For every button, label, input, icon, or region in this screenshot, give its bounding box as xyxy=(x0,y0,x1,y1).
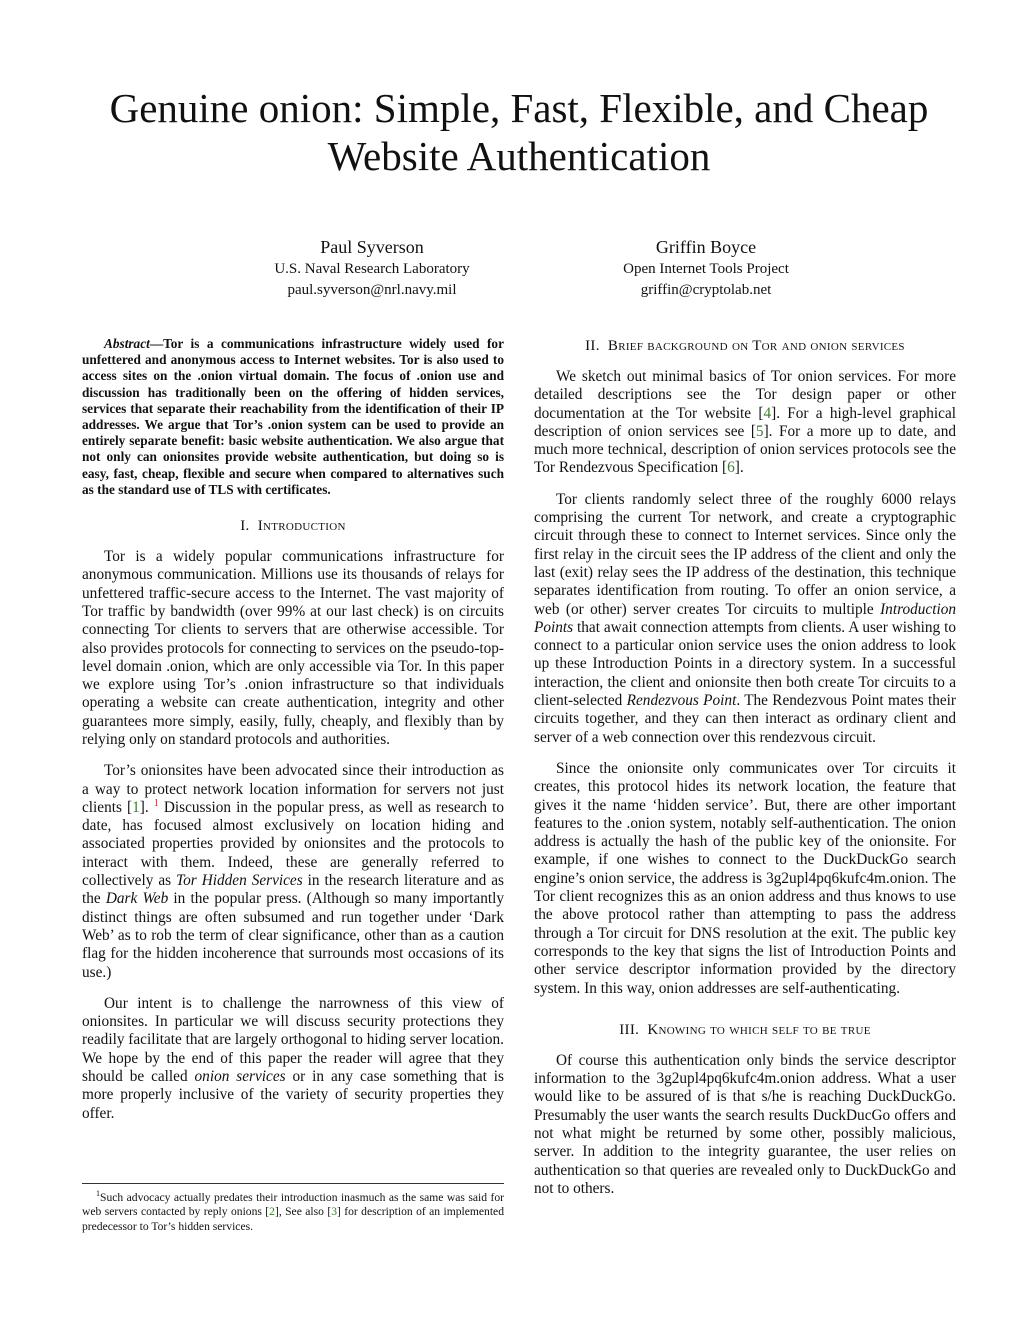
background-paragraph-3: Since the onionsite only communicates over Tor circuits it creates, this protocol hides its network location, the feature that gives it the name ‘hidden service’. But, there are other important features to the .onion system, notably self-authentication. The onion address is actually the hash of the public key of the onionsite. For example, if one wishes to connect to the DuckDuckGo search engine’s onion service, the address is 3g2upl4pq6kufc4m.onion. The Tor client recognizes this as an onion address and thus knows to use the above protocol rather than attempting to pass the address through a Tor circuit for DNS resolution at the exit. The public key corresponds to the key that signs the list of Introduction Points and other service descriptor information provided by the directory system. In this way, onion addresses are self-authenticating. xyxy=(534,759,956,997)
section-heading-background: II. Brief background on Tor and onion services xyxy=(585,338,905,354)
background-paragraph-1: We sketch out minimal basics of Tor onion services. For more detailed descriptions see the Tor design paper or other documentation at the Tor website [4]. For a high-level graphical description of onion services see [5]. For a more up to date, and much more technical, description of onion services protocols see the Tor Rendezvous Specification [6]. xyxy=(534,368,956,477)
author-affiliation: U.S. Naval Research Laboratory xyxy=(274,261,470,277)
intro-paragraph-1: Tor is a widely popular communications infrastructure for anonymous communication. Millions use its thousands of relays for unfettered traffic-secure access to the Internet. The vast majority of Tor traffic by bandwidth (over 99% at our last check) is on circuits connecting Tor clients to servers that are otherwise accessible. Tor also provides protocols for connecting to services on the pseudo-top-level domain .onion, which are only accessible via Tor. In this paper we explore using Tor’s .onion infrastructure so that individuals operating a website can create authentication, integrity and other guarantees more simply, easily, fully, cheaply, and flexibly than by relying only on standard protocols and authorities. xyxy=(82,548,504,748)
intro-paragraph-2: Tor’s onionsites have been advocated since their introduction as a way to protect network location information for servers not just clients [1]. $^1$ Discussion in the popular press, as well as research to date, has focused almost exclusively on location hiding and associated properties provided by onionsites and the protocols to interact with them. Indeed, these are generally referred to collectively as Tor Hidden Services in the research literature and as the Dark Web in the popular press. (Although so many importantly distinct things are often subsumed and run together under ‘Dark Web’ as to rob the term of clear significance, other than as a caution flag for the hidden incoherence that surrounds most occasions of its use.) xyxy=(82,762,505,981)
citation-link[interactable]: 2 xyxy=(269,1205,275,1219)
section-heading-knowing: III. Knowing to which self to be true xyxy=(619,1021,871,1038)
abstract-text: —Tor is a communications infrastructure widely used for unfettered and anonymous access to Internet websites. Tor is also used to access sites on the .onion virtual domain. The focus of .onion use and discussion has traditionally been on the offering of hidden services, services that separate their reachability from the identification of their IP addresses. We argue that Tor’s .onion system can be used to provide an entirely separate benefit: basic website authentication. We also argue that not only can onionsites provide website authentication, but doing so is easy, fast, cheap, flexible and secure when compared to alternatives such as the standard use of TLS with certificates. xyxy=(82,336,504,497)
abstract xyxy=(82,336,504,498)
author-name: Paul Syverson xyxy=(320,237,424,257)
citation-link[interactable]: 3 xyxy=(331,1205,337,1219)
author-name: Griffin Boyce xyxy=(655,237,757,257)
left-column xyxy=(82,336,504,1136)
author-block-1 xyxy=(212,235,532,301)
section-heading-introduction: I. Introduction xyxy=(240,518,346,535)
footnote-marker[interactable]: 1 xyxy=(153,797,159,809)
author-block-2 xyxy=(546,235,866,301)
citation-link[interactable]: 4 xyxy=(763,404,772,422)
background-paragraph-2: Tor clients randomly select three of the roughly 6000 relays comprising the current Tor network, and create a cryptographic circuit through these to connect to Internet services. Since only the first relay in the circuit sees the IP address of the client and only the last (exit) relay sees the IP address of the destination, this technique separates identification from routing. To offer an onion service, a web (or other) server creates Tor circuits to multiple Introduction Points that await connection attempts from clients. A user wishing to connect to a particular onion service uses the onion address to look up these Introduction Points in a directory system. In a successful interaction, the client and onionsite then both create Tor circuits to a client-selected Rendezvous Point. The Rendezvous Point mates their circuits together, and they can then interact as ordinary client and server of a web connection over this rendezvous circuit. xyxy=(534,490,957,746)
right-column xyxy=(534,336,956,1211)
abstract-label: Abstract xyxy=(104,336,150,351)
author-email: paul.syverson@nrl.navy.mil xyxy=(287,282,457,298)
citation-link[interactable]: 5 xyxy=(755,422,764,440)
footnote-number: 1 xyxy=(96,1189,100,1198)
paper-title: Genuine onion: Simple, Fast, Flexible, and Cheap Website Authentication xyxy=(109,85,929,179)
citation-link[interactable]: 6 xyxy=(727,459,735,477)
footnote: $^1$Such advocacy actually predates their introduction inasmuch as the same was said for web servers contacted by reply onions [2], See also [3] for description of an implemented predecessor to Tor’s hidden services. xyxy=(82,1183,504,1235)
author-affiliation: Open Internet Tools Project xyxy=(623,261,789,277)
intro-paragraph-3: Our intent is to challenge the narrowness of this view of onionsites. In particular we will discuss security protections they readily facilitate that are largely orthogonal to hiding server location. We hope by the end of this paper the reader will agree that they should be called onion services or in any case something that is more properly inclusive of the variety of security properties they offer. xyxy=(82,994,504,1122)
author-email: griffin@cryptolab.net xyxy=(640,282,772,298)
knowing-paragraph-1: Of course this authentication only binds the service descriptor information to the 3g2upl4pq6kufc4m.onion address. What a user would like to be assured of is that s/he is reaching DuckDuckGo. Presumably the user wants the search results DuckDucGo offers and not what might be returned by some other, possibly malicious, server. In addition to the integrity guarantee, the user relies on authentication so that queries are revealed only to DuckDuckGo and not to others. xyxy=(534,1051,956,1197)
citation-link[interactable]: 1 xyxy=(132,798,140,816)
